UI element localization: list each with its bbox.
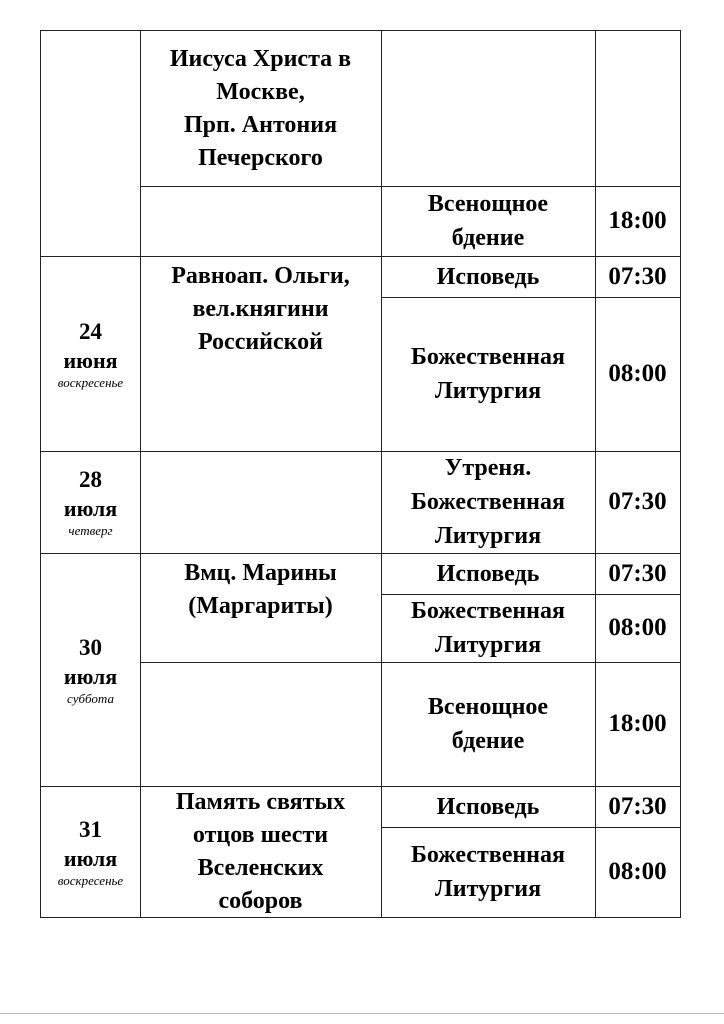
service-line: бдение (451, 225, 525, 251)
feast-line: Равноап. Ольги, (171, 263, 350, 289)
time-cell: 07:30 (608, 559, 667, 587)
date-month: июня (63, 347, 118, 373)
service-line: Литургия (434, 632, 542, 658)
feast-cell (140, 553, 381, 662)
time-cell: 07:30 (608, 262, 667, 290)
service-line: Божественная (411, 489, 565, 515)
scan-edge-line (0, 1013, 724, 1014)
service-line: бдение (451, 728, 525, 754)
service-line: Божественная (411, 842, 565, 868)
service-cell (381, 594, 595, 662)
service-line: Всенощное (427, 694, 549, 720)
date-cell (41, 451, 140, 553)
feast-cell (140, 256, 381, 376)
time-cell: 18:00 (608, 207, 667, 234)
date-weekday: суббота (67, 690, 114, 706)
feast-line: Вмц. Марины (184, 560, 337, 586)
service-line: Божественная (411, 598, 565, 624)
feast-line: вел.княгини (192, 296, 329, 322)
service-cell (381, 786, 595, 827)
feast-line: отцов шести (192, 821, 329, 848)
feast-line: Российской (197, 329, 323, 355)
service-line: Литургия (434, 523, 542, 549)
feast-line: соборов (218, 887, 303, 914)
service-cell (381, 662, 595, 786)
feast-line: Вселенских (197, 854, 324, 881)
date-cell (41, 553, 140, 786)
feast-line: Печерского (198, 144, 323, 171)
date-cell (41, 256, 140, 451)
date-month: июля (63, 845, 118, 871)
service-line: Исповедь (436, 793, 540, 820)
feast-line: Память святых (175, 788, 346, 815)
service-line: Исповедь (436, 263, 540, 290)
service-cell (381, 451, 595, 553)
date-day: 24 (79, 318, 102, 344)
service-line: Литургия (434, 378, 542, 404)
service-cell (381, 186, 595, 256)
time-cell: 18:00 (608, 710, 667, 737)
service-cell (381, 256, 595, 297)
service-cell (381, 827, 595, 917)
date-day: 30 (79, 634, 102, 660)
feast-cell (140, 31, 381, 186)
service-line: Литургия (434, 876, 542, 902)
service-line: Утреня. (444, 455, 532, 481)
service-cell (381, 297, 595, 451)
feast-line: (Маргариты) (188, 593, 333, 619)
date-weekday: воскресенье (57, 374, 124, 390)
feast-line: Москве, (216, 78, 305, 105)
time-cell: 07:30 (608, 488, 667, 515)
time-cell: 07:30 (608, 792, 667, 820)
date-weekday: воскресенье (57, 872, 124, 888)
date-month: июля (63, 663, 118, 689)
date-cell (41, 786, 140, 917)
service-line: Исповедь (436, 560, 540, 587)
date-weekday: четверг (68, 523, 113, 538)
feast-line: Прп. Антония (183, 111, 338, 138)
schedule-table (40, 30, 681, 918)
feast-cell (140, 786, 381, 917)
service-line: Божественная (411, 344, 565, 370)
time-cell: 08:00 (608, 614, 667, 641)
service-line: Всенощное (427, 191, 549, 217)
service-cell (381, 553, 595, 594)
date-day: 31 (79, 816, 102, 842)
feast-line: Иисуса Христа в (169, 45, 352, 72)
time-cell: 08:00 (608, 360, 667, 387)
time-cell: 08:00 (608, 858, 667, 885)
date-month: июля (63, 496, 118, 521)
date-day: 28 (79, 467, 102, 492)
